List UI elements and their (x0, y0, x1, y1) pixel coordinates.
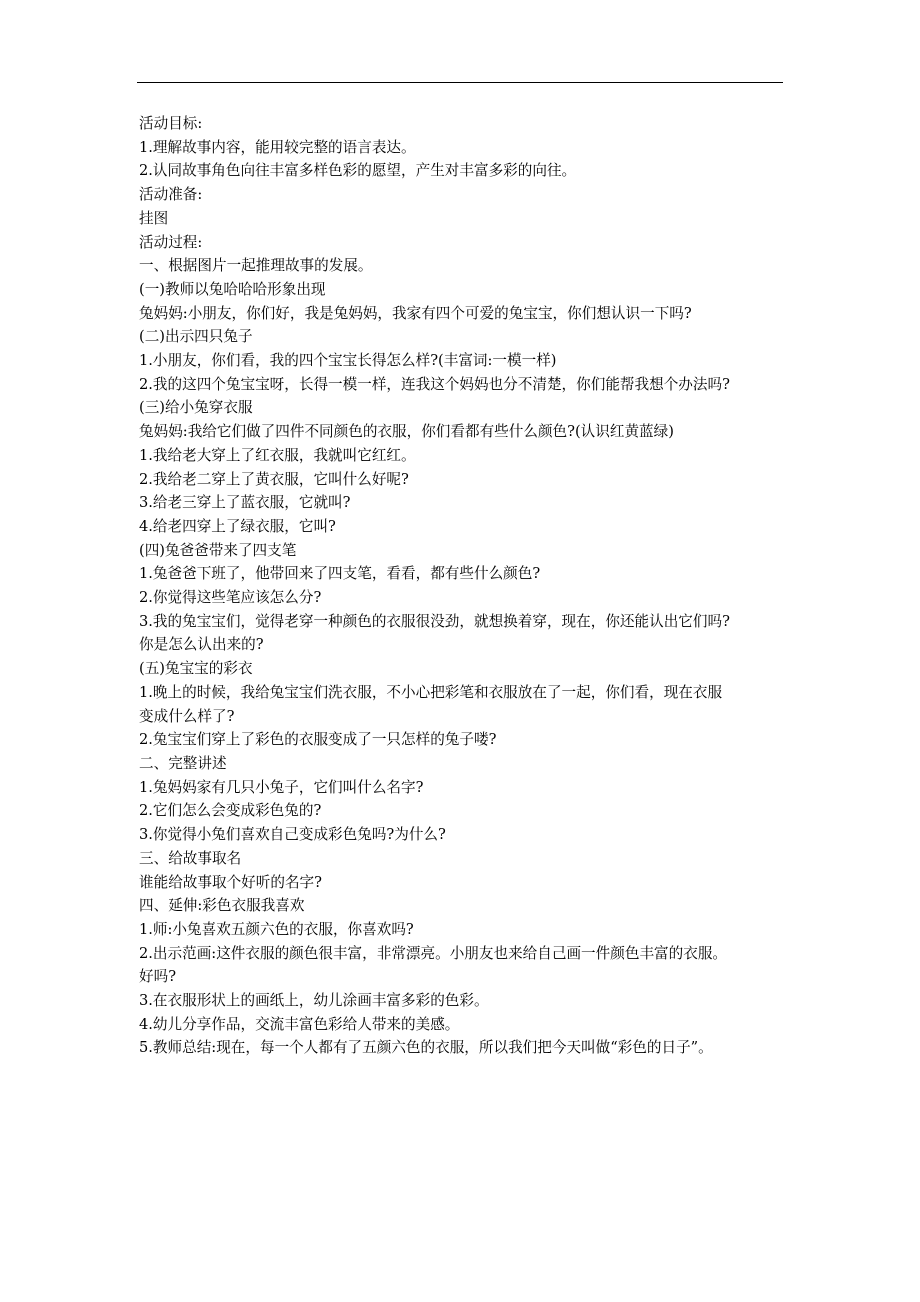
text-line: 二、完整讲述 (139, 754, 227, 772)
text-line: 4.幼儿分享作品，交流丰富色彩给人带来的美感。 (139, 1015, 460, 1033)
text-line: 谁能给故事取个好听的名字? (139, 873, 322, 891)
text-line: 2.出示范画:这件衣服的颜色很丰富，非常漂亮。小朋友也来给自己画一件颜色丰富的衣服。 (139, 944, 728, 962)
text-line: 1.小朋友，你们看，我的四个宝宝长得怎么样?(丰富词:一模一样) (139, 352, 557, 370)
text-line: (二)出示四只兔子 (139, 328, 253, 346)
header-rule (137, 82, 783, 83)
text-line: 好吗? (139, 968, 177, 986)
text-line: (三)给小兔穿衣服 (139, 399, 253, 417)
text-line: 兔妈妈:我给它们做了四件不同颜色的衣服，你们看都有些什么颜色?(认识红黄蓝绿) (139, 423, 674, 441)
text-line: 2.认同故事角色向往丰富多样色彩的愿望，产生对丰富多彩的向往。 (139, 162, 577, 180)
text-line: 2.兔宝宝们穿上了彩色的衣服变成了一只怎样的兔子喽? (139, 731, 497, 749)
text-line: 1.理解故事内容，能用较完整的语言表达。 (139, 138, 416, 156)
text-line: 2.我给老二穿上了黄衣服，它叫什么好呢? (139, 470, 409, 488)
text-line: (一)教师以兔哈哈哈形象出现 (139, 280, 326, 298)
text-line: 1.晚上的时候，我给兔宝宝们洗衣服，不小心把彩笔和衣服放在了一起，你们看，现在衣服 (139, 683, 723, 701)
text-line: 活动过程: (139, 233, 203, 251)
text-line: 2.它们怎么会变成彩色兔的? (139, 802, 322, 820)
text-line: 1.我给老大穿上了红衣服，我就叫它红红。 (139, 446, 416, 464)
text-line: 3.给老三穿上了蓝衣服，它就叫? (139, 494, 351, 512)
text-line: 4.给老四穿上了绿衣服，它叫? (139, 517, 336, 535)
text-line: 一、根据图片一起推理故事的发展。 (139, 257, 373, 275)
text-line: 四、延伸:彩色衣服我喜欢 (139, 897, 305, 915)
text-line: 1.兔妈妈家有几只小兔子，它们叫什么名字? (139, 778, 424, 796)
text-line: 三、给故事取名 (139, 849, 242, 867)
document-body (139, 112, 799, 1060)
text-line: 3.在衣服形状上的画纸上，幼儿涂画丰富多彩的色彩。 (139, 992, 489, 1010)
text-line: 你是怎么认出来的? (139, 636, 264, 654)
text-line: 3.我的兔宝宝们，觉得老穿一种颜色的衣服很没劲，就想换着穿，现在，你还能认出它们吗? (139, 612, 730, 630)
text-line: (四)兔爸爸带来了四支笔 (139, 541, 297, 559)
text-line: 1.师:小兔喜欢五颜六色的衣服，你喜欢吗? (139, 920, 414, 938)
text-line: 2.我的这四个兔宝宝呀，长得一模一样，连我这个妈妈也分不清楚，你们能帮我想个办法吗? (139, 375, 730, 393)
text-line: 兔妈妈:小朋友，你们好，我是兔妈妈，我家有四个可爱的兔宝宝，你们想认识一下吗? (139, 304, 692, 322)
text-line: 挂图 (139, 209, 169, 227)
text-line: 2.你觉得这些笔应该怎么分? (139, 589, 322, 607)
text-line: 3.你觉得小兔们喜欢自己变成彩色兔吗?为什么? (139, 826, 446, 844)
text-line: (五)兔宝宝的彩衣 (139, 660, 253, 678)
text-line: 活动目标: (139, 115, 203, 132)
text-line: 5.教师总结:现在，每一个人都有了五颜六色的衣服，所以我们把今天叫做“彩色的日子”。 (139, 1039, 713, 1057)
text-line: 变成什么样了? (139, 707, 235, 725)
text-line: 1.兔爸爸下班了，他带回来了四支笔，看看，都有些什么颜色? (139, 565, 541, 583)
text-line: 活动准备: (139, 186, 203, 204)
